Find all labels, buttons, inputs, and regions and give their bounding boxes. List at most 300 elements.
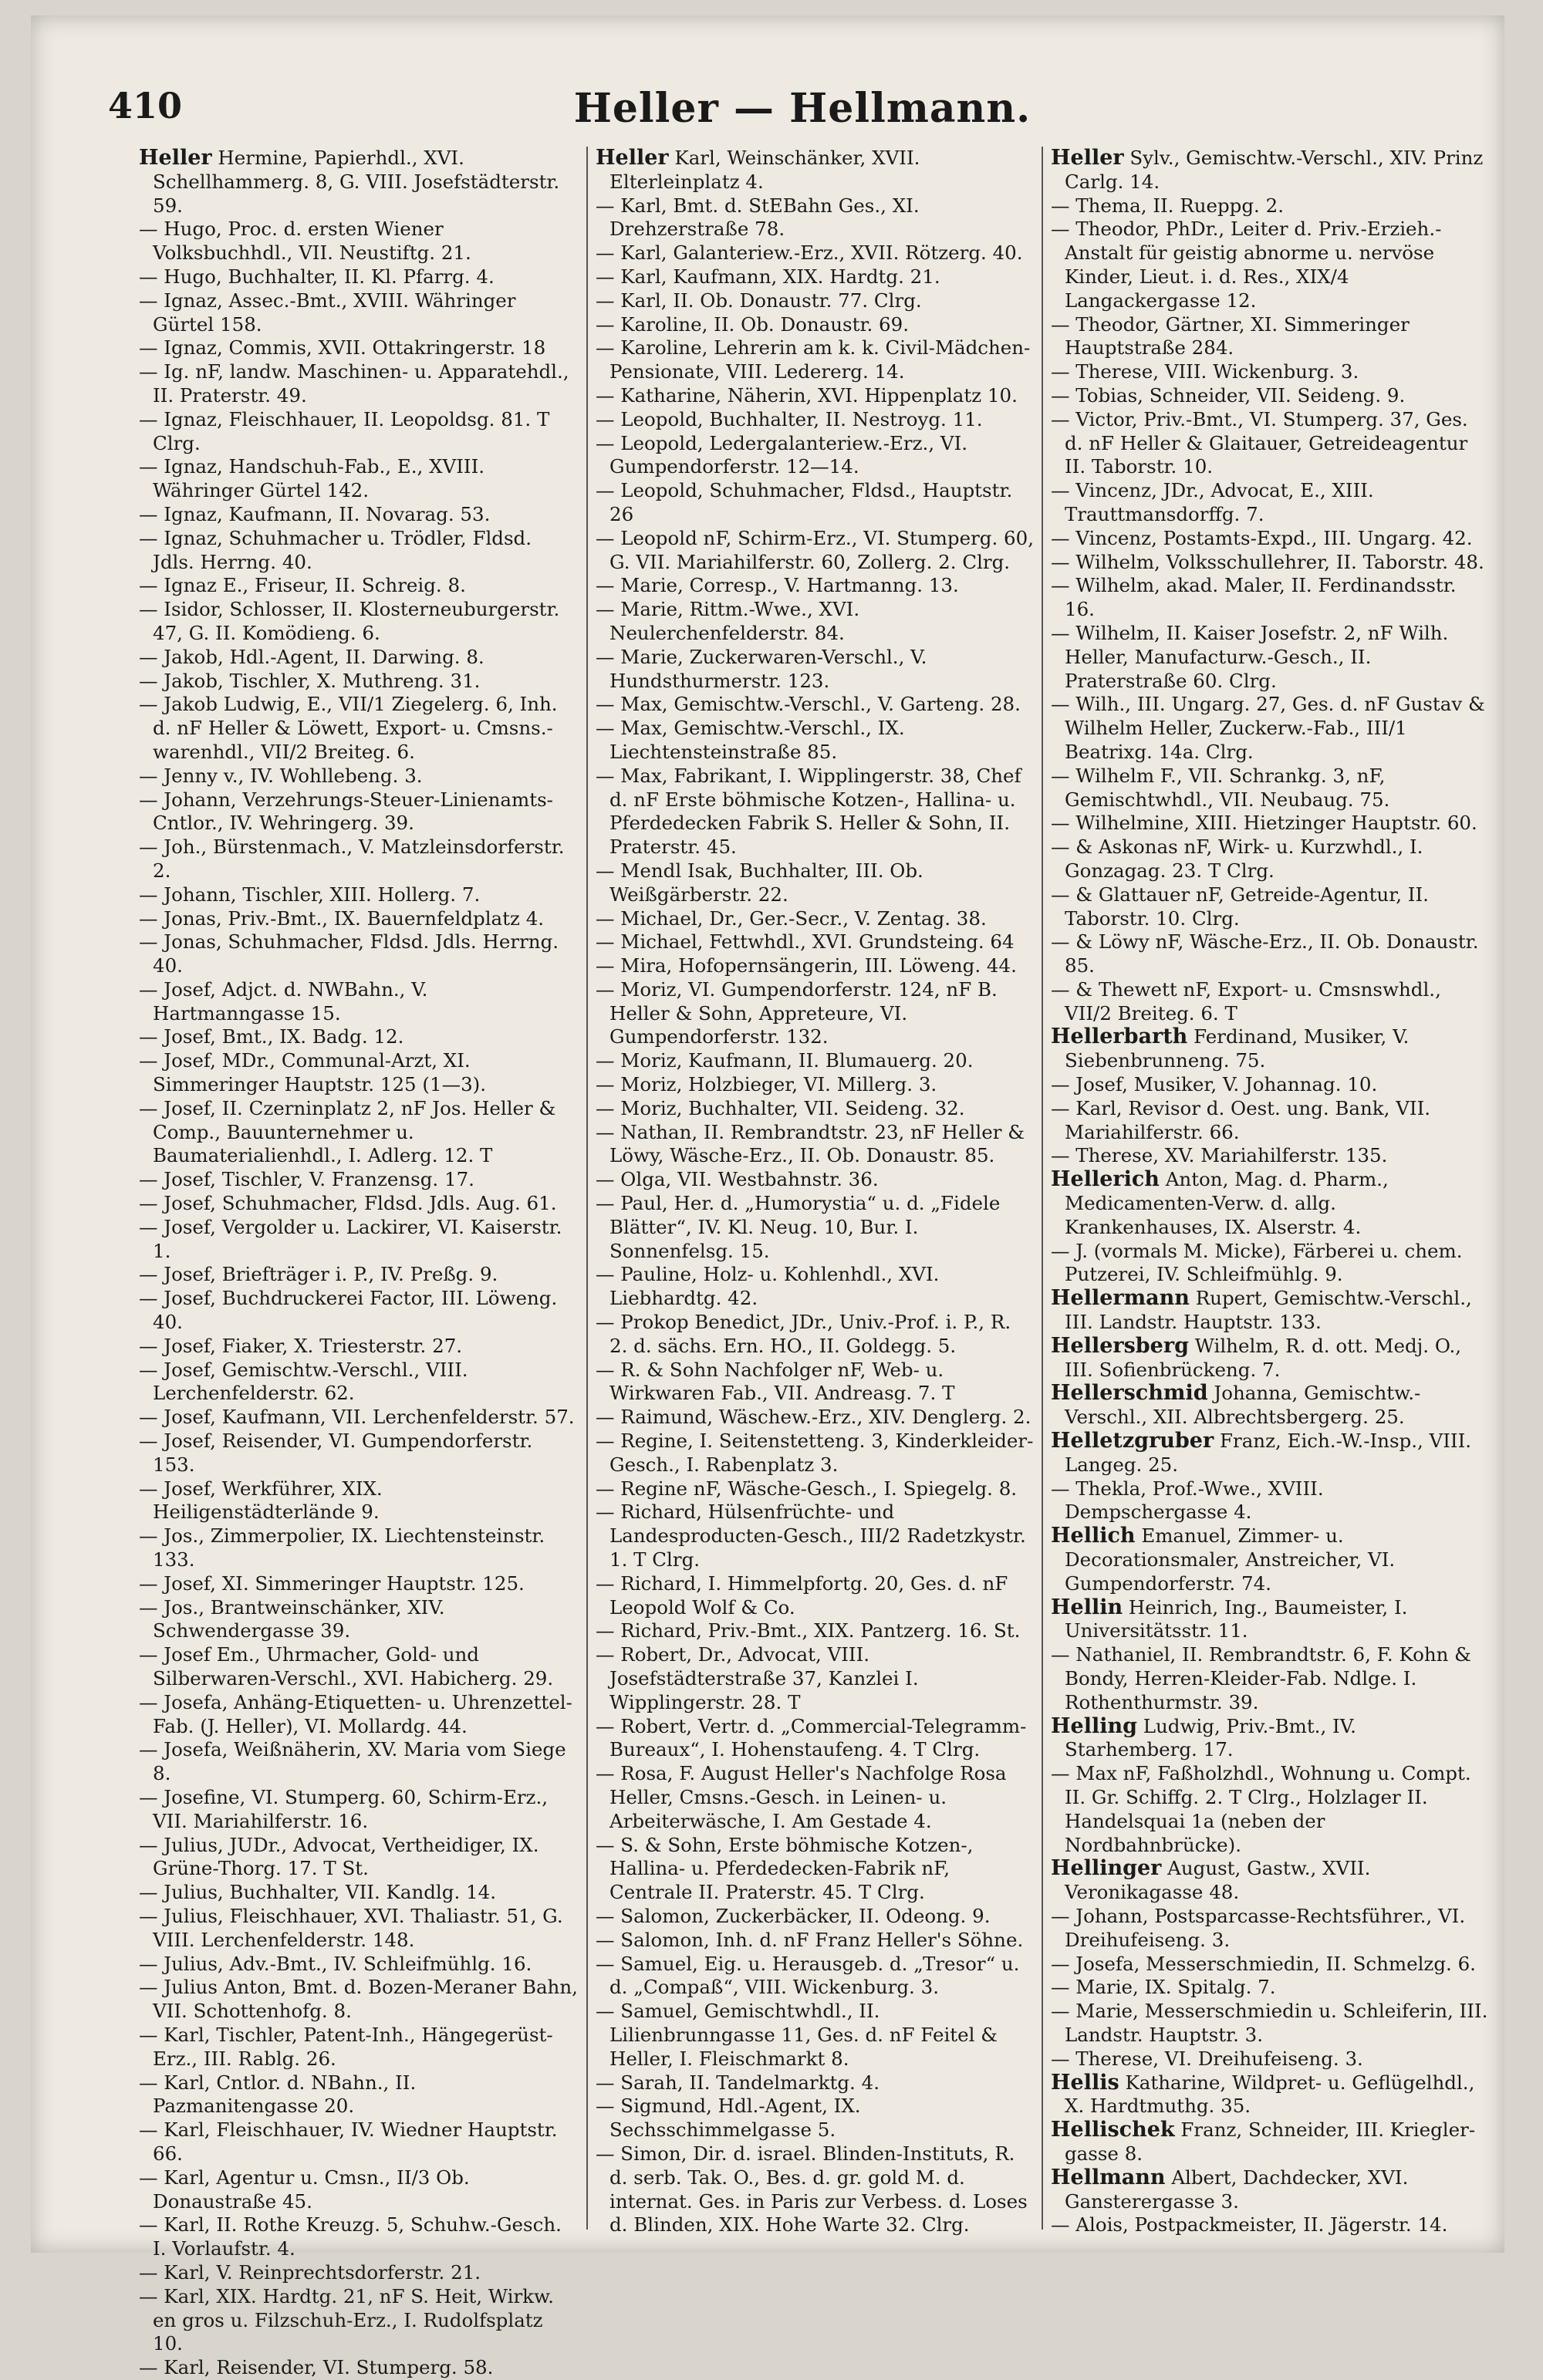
- directory-entry: [139, 360, 579, 408]
- directory-entry: [596, 930, 1034, 954]
- directory-entry: [596, 1121, 1034, 1169]
- entry-text: — Therese, VI. Dreihufeiseng. 3.: [1051, 2047, 1363, 2070]
- directory-entry: [596, 432, 1034, 480]
- entry-text: — Josef Em., Uhrmacher, Gold- und Silberwaren-Verschl., XVI. Habicherg. 29.: [139, 1643, 554, 1690]
- directory-entry: [1051, 551, 1489, 575]
- entry-text: — Josef, II. Czerninplatz 2, nF Jos. Heller & Comp., Bauunternehmer u. Baumaterialienhdl., I. Adlerg. 12. T: [139, 1096, 556, 1167]
- entry-surname: Hellerbarth: [1051, 1025, 1188, 1049]
- directory-entry: [139, 1572, 579, 1596]
- entry-surname: Hellischek: [1051, 2118, 1175, 2142]
- entry-text: — Therese, XV. Mariahilferstr. 135.: [1051, 1144, 1388, 1167]
- directory-entry: [1051, 313, 1489, 361]
- directory-entry: [1051, 147, 1489, 194]
- entry-text: — Marie, Rittm.-Wwe., XVI. Neulerchenfelderstr. 84.: [596, 598, 860, 644]
- directory-entry: [596, 1762, 1034, 1833]
- directory-entry: [139, 1216, 579, 1264]
- directory-entry: [139, 1168, 579, 1192]
- entry-text: — Sarah, II. Tandelmarktg. 4.: [596, 2071, 880, 2094]
- directory-entry: [596, 598, 1034, 646]
- directory-entry: [596, 1406, 1034, 1430]
- directory-entry: [596, 1263, 1034, 1311]
- entry-text: — Jonas, Priv.-Bmt., IX. Bauernfeldplatz 4.: [139, 906, 545, 930]
- entry-surname: Hellich: [1051, 1524, 1136, 1548]
- entry-text: Franz, Eich.-W.-Insp., VIII. Langeg. 25.: [1065, 1430, 1472, 1476]
- directory-entry: [139, 1335, 579, 1359]
- directory-entry: [1051, 1643, 1489, 1714]
- entry-text: — Wilhelm, II. Kaiser Josefstr. 2, nF Wilh. Heller, Manufacturw.-Gesch., II. Praterstraße 60. Clrg.: [1051, 621, 1449, 692]
- entry-text: — Moriz, Holzbieger, VI. Millerg. 3.: [596, 1073, 937, 1096]
- directory-entry: [1051, 1240, 1489, 1288]
- entry-text: — Rosa, F. August Heller's Nachfolge Rosa Heller, Cmsns.-Gesch. in Leinen- u. Arbeiterwäsche, I. Am Gestade 4.: [596, 1762, 1007, 1832]
- entry-text: — Josef, Musiker, V. Johannag. 10.: [1051, 1073, 1378, 1096]
- directory-entry: [596, 241, 1034, 265]
- directory-entry: [1051, 1097, 1489, 1145]
- entry-text: — Wilh., III. Ungarg. 27, Ges. d. nF Gustav & Wilhelm Heller, Zuckerw.-Fab., III/1 Beatrixg. 14a. Clrg.: [1051, 693, 1485, 763]
- entry-text: — Jakob, Hdl.-Agent, II. Darwing. 8.: [139, 645, 485, 668]
- entry-text: Heinrich, Ing., Baumeister, I. Universitätsstr. 11.: [1065, 1595, 1408, 1642]
- directory-entry: [596, 2142, 1034, 2237]
- entry-text: Ferdinand, Musiker, V. Siebenbrunneng. 75.: [1065, 1025, 1410, 1072]
- directory-entry: [1051, 408, 1489, 479]
- directory-entry: [139, 147, 579, 218]
- entry-text: — Josef, Werkführer, XIX. Heiligenstädterlände 9.: [139, 1477, 383, 1524]
- entry-surname: Hellersberg: [1051, 1333, 1189, 1358]
- entry-text: — Josefine, VI. Stumperg. 60, Schirm-Erz., VII. Mariahilferstr. 16.: [139, 1785, 549, 1832]
- entry-text: — Jos., Brantweinschänker, XIV. Schwendergasse 39.: [139, 1595, 445, 1642]
- directory-entry: [139, 1430, 579, 1477]
- entry-text: — Wilhelm, akad. Maler, II. Ferdinandsstr. 16.: [1051, 574, 1457, 621]
- directory-entry: [1051, 765, 1489, 812]
- entry-text: — Josef, Buchdruckerei Factor, III. Löweng. 40.: [139, 1287, 558, 1334]
- directory-entry: [139, 1477, 579, 1525]
- entry-surname: Heller: [139, 146, 212, 170]
- entry-text: — S. & Sohn, Erste böhmische Kotzen-, Hallina- u. Pferdedecken-Fabrik nF, Centrale II. Praterstr. 45. T Clrg.: [596, 1833, 974, 1904]
- directory-entry: [596, 1929, 1034, 1953]
- entry-text: — Ignaz, Schuhmacher u. Trödler, Fldsd. Jdls. Herrng. 40.: [139, 526, 532, 573]
- directory-entry: [139, 503, 579, 527]
- directory-entry: [596, 1311, 1034, 1359]
- directory-entry: [139, 527, 579, 575]
- entry-text: — Marie, Zuckerwaren-Verschl., V. Hundsthurmerstr. 123.: [596, 645, 927, 692]
- directory-entry: [1051, 360, 1489, 384]
- entry-text: — Leopold, Ledergalanteriew.-Erz., VI. Gumpendorferstr. 12—14.: [596, 431, 968, 478]
- entry-text: — Wilhelm, Volksschullehrer, II. Taborstr. 48.: [1051, 550, 1484, 573]
- directory-entry: [1051, 836, 1489, 883]
- directory-entry: [1051, 1596, 1489, 1644]
- entry-text: — Max, Gemischtw.-Verschl., V. Garteng. 28.: [596, 693, 1021, 716]
- entry-text: — Josef, Tischler, V. Franzensg. 17.: [139, 1168, 474, 1191]
- entry-text: — Karl, Agentur u. Cmsn., II/3 Ob. Donaustraße 45.: [139, 2166, 470, 2213]
- directory-entry: [1051, 479, 1489, 527]
- entry-text: — Josef, Fiaker, X. Triesterstr. 27.: [139, 1334, 463, 1357]
- directory-entry: [1051, 384, 1489, 408]
- entry-text: — Ignaz, Fleischhauer, II. Leopoldsg. 81. T Clrg.: [139, 407, 550, 454]
- entry-text: — Marie, Corresp., V. Hartmanng. 13.: [596, 574, 959, 597]
- entry-text: — Moriz, Buchhalter, VII. Seideng. 32.: [596, 1096, 965, 1119]
- entry-text: — Karl, XIX. Hardtg. 21, nF S. Heit, Wirkw. en gros u. Filzschuh-Erz., I. Rudolfsplatz 10.: [139, 2284, 554, 2355]
- entry-text: — Salomon, Inh. d. nF Franz Heller's Söhne.: [596, 1928, 1024, 1951]
- directory-entry: [139, 218, 579, 265]
- entry-text: — Josef, Kaufmann, VII. Lerchenfelderstr. 57.: [139, 1406, 575, 1429]
- directory-entry: [596, 313, 1034, 337]
- directory-entry: [139, 1049, 579, 1097]
- directory-entry: [596, 1477, 1034, 1501]
- entry-text: — Julius, Adv.-Bmt., IV. Schleifmühlg. 16.: [139, 1952, 532, 1975]
- entry-text: — Regine nF, Wäsche-Gesch., I. Spiegelg. 8.: [596, 1477, 1018, 1500]
- directory-entry: [139, 1786, 579, 1834]
- directory-entry: [139, 455, 579, 503]
- entry-text: — Mendl Isak, Buchhalter, III. Ob. Weißgärberstr. 22.: [596, 859, 923, 906]
- directory-entry: [596, 693, 1034, 717]
- entry-text: August, Gastw., XVII. Veronikagasse 48.: [1065, 1857, 1371, 1904]
- directory-entry: [596, 1715, 1034, 1763]
- entry-text: — Karl, Tischler, Patent-Inh., Hängegerüst-Erz., III. Rablg. 26.: [139, 2023, 553, 2070]
- directory-entry: [596, 1430, 1034, 1477]
- directory-entry: [139, 670, 579, 694]
- entry-text: — Ig. nF, landw. Maschinen- u. Apparatehdl., II. Praterstr. 49.: [139, 360, 569, 407]
- entry-text: — J. (vormals M. Micke), Färberei u. chem. Putzerei, IV. Schleifmühlg. 9.: [1051, 1239, 1463, 1286]
- entry-text: — Max, Gemischtw.-Verschl., IX. Liechtensteinstraße 85.: [596, 717, 905, 763]
- entry-text: — Max, Fabrikant, I. Wipplingerstr. 38, Chef d. nF Erste böhmische Kotzen-, Hallina- u. Pferdedecken Fabrik S. Heller & Sohn, II. Praterstr. 45.: [596, 764, 1021, 859]
- directory-entry: [139, 1976, 579, 2024]
- directory-entry: [1051, 1905, 1489, 1953]
- entry-text: — Josefa, Anhäng-Etiquetten- u. Uhrenzettel-Fab. (J. Heller), VI. Mollardg. 44.: [139, 1690, 572, 1737]
- entry-text: — Johann, Verzehrungs-Steuer-Linienamts-Cntlor., IV. Wehringerg. 39.: [139, 788, 553, 835]
- directory-entry: [1051, 1430, 1489, 1477]
- entry-text: — Nathan, II. Rembrandtstr. 23, nF Heller & Löwy, Wäsche-Erz., II. Ob. Donaustr. 85.: [596, 1120, 1025, 1167]
- entry-text: Hermine, Papierhdl., XVI. Schellhammerg. 8, G. VIII. Josefstädterstr. 59.: [153, 147, 560, 217]
- page-header: [108, 77, 1497, 147]
- entry-text: — Jenny v., IV. Wohllebeng. 3.: [139, 764, 423, 787]
- directory-entry: [596, 194, 1034, 242]
- entry-text: — Josef, Briefträger i. P., IV. Preßg. 9.: [139, 1263, 498, 1286]
- entry-surname: Hellinger: [1051, 1856, 1162, 1881]
- directory-entry: [139, 2166, 579, 2214]
- directory-entry: [139, 1953, 579, 1977]
- entry-text: — Josef, XI. Simmeringer Hauptstr. 125.: [139, 1571, 525, 1595]
- directory-entry: [139, 1192, 579, 1216]
- directory-entry: [1051, 218, 1489, 312]
- directory-entry: [139, 2118, 579, 2166]
- directory-entry: [139, 1643, 579, 1691]
- directory-entry: [1051, 194, 1489, 218]
- entry-text: — Josefa, Weißnäherin, XV. Maria vom Siege 8.: [139, 1738, 566, 1785]
- entry-text: — Paul, Her. d. „Humorystia“ u. d. „Fidele Blätter“, IV. Kl. Neug. 10, Bur. I. Sonnenfelsg. 15.: [596, 1192, 1001, 1262]
- directory-entry: [139, 2071, 579, 2119]
- entry-text: — Alois, Postpackmeister, II. Jägerstr. 14.: [1051, 2213, 1448, 2237]
- entry-text: — Richard, Hülsenfrüchte- und Landesproducten-Gesch., III/2 Radetzkystr. 1. T Clrg.: [596, 1501, 1026, 1571]
- entry-text: — Leopold, Buchhalter, II. Nestroyg. 11.: [596, 407, 983, 430]
- entry-text: — Josef, Reisender, VI. Gumpendorferstr. 153.: [139, 1430, 533, 1476]
- directory-entry: [139, 289, 579, 337]
- entry-text: — Theodor, Gärtner, XI. Simmeringer Hauptstraße 284.: [1051, 312, 1410, 360]
- entry-text: — Hugo, Buchhalter, II. Kl. Pfarrg. 4.: [139, 265, 495, 288]
- entry-text: — Leopold, Schuhmacher, Fldsd., Hauptstr. 26: [596, 479, 1013, 525]
- directory-entry: [139, 1359, 579, 1406]
- entry-text: — Richard, Priv.-Bmt., XIX. Pantzerg. 16. St.: [596, 1619, 1021, 1642]
- entry-surname: Heller: [596, 146, 669, 170]
- directory-entry: [139, 408, 579, 456]
- entry-text: — & Thewett nF, Export- u. Cmsnswhdl., VII/2 Breiteg. 6. T: [1051, 977, 1441, 1025]
- entry-text: — Richard, I. Himmelpfortg. 20, Ges. d. nF Leopold Wolf & Co.: [596, 1571, 1008, 1619]
- entry-text: — Karl, Bmt. d. StEBahn Ges., XI. Drehzerstraße 78.: [596, 194, 920, 241]
- entry-text: — Michael, Fettwhdl., XVI. Grundsteing. 64: [596, 930, 1015, 954]
- entry-surname: Hellermann: [1051, 1286, 1190, 1311]
- entry-text: — Josefa, Messerschmiedin, II. Schmelzg. 6.: [1051, 1952, 1476, 1975]
- directory-entry: [596, 1905, 1034, 1929]
- entry-surname: Hellerich: [1051, 1167, 1160, 1192]
- entry-text: — Karl, Fleischhauer, IV. Wiedner Hauptstr. 66.: [139, 2118, 558, 2165]
- directory-entry: [596, 289, 1034, 313]
- entry-text: — Prokop Benedict, JDr., Univ.-Prof. i. P., R. 2. d. sächs. Ern. HO., II. Goldegg. 5.: [596, 1311, 1011, 1357]
- entry-text: — Samuel, Eig. u. Herausgeb. d. „Tresor“ u. d. „Compaß“, VIII. Wickenburg. 3.: [596, 1952, 1020, 1999]
- entry-text: — Joh., Bürstenmach., V. Matzleinsdorferstr. 2.: [139, 836, 565, 882]
- directory-entry: [1051, 2213, 1489, 2237]
- directory-entry: [139, 2213, 579, 2261]
- directory-entry: [1051, 1168, 1489, 1239]
- entry-text: — Karoline, Lehrerin am k. k. Civil-Mädchen-Pensionate, VIII. Ledererg. 14.: [596, 336, 1031, 383]
- directory-entry: [1051, 622, 1489, 693]
- directory-entry: [1051, 693, 1489, 764]
- entry-text: — Ignaz, Kaufmann, II. Novarag. 53.: [139, 502, 491, 525]
- entry-text: Albert, Dachdecker, XVI. Gansterergasse 3.: [1065, 2166, 1409, 2213]
- entry-text: — Ignaz, Assec.-Bmt., XVIII. Währinger Gürtel 158.: [139, 289, 516, 336]
- directory-entry: [596, 1953, 1034, 2000]
- directory-entry: [1051, 2047, 1489, 2071]
- entry-text: — Nathaniel, II. Rembrandtstr. 6, F. Kohn & Bondy, Herren-Kleider-Fab. Ndlge. I. Rothenthurmstr. 39.: [1051, 1643, 1471, 1713]
- directory-entry: [1051, 1382, 1489, 1430]
- directory-entry: [1051, 883, 1489, 931]
- entry-surname: Helling: [1051, 1713, 1137, 1738]
- entry-text: — R. & Sohn Nachfolger nF, Web- u. Wirkwaren Fab., VII. Andreasg. 7. T: [596, 1358, 955, 1405]
- directory-entry: [596, 954, 1034, 978]
- directory-entry: [139, 574, 579, 598]
- entry-text: — Josef, Bmt., IX. Badg. 12.: [139, 1025, 404, 1048]
- directory-entry: [1051, 1335, 1489, 1382]
- entry-text: — Salomon, Zuckerbäcker, II. Odeong. 9.: [596, 1904, 991, 1927]
- directory-entry: [1051, 1144, 1489, 1168]
- entry-text: — Moriz, Kaufmann, II. Blumauerg. 20.: [596, 1049, 974, 1072]
- directory-entry: [596, 2095, 1034, 2142]
- entry-text: Johanna, Gemischtw.-Verschl., XII. Albrechtsbergerg. 25.: [1065, 1382, 1421, 1429]
- directory-entry: [596, 646, 1034, 694]
- entry-text: — Thekla, Prof.-Wwe., XVIII. Dempschergasse 4.: [1051, 1477, 1324, 1524]
- directory-entry: [596, 1073, 1034, 1097]
- directory-entry: [596, 384, 1034, 408]
- entry-text: — Isidor, Schlosser, II. Klosterneuburgerstr. 47, G. II. Komödieng. 6.: [139, 598, 560, 644]
- directory-entry: [139, 1263, 579, 1287]
- entry-text: — Tobias, Schneider, VII. Seideng. 9.: [1051, 383, 1406, 407]
- entry-text: — Ignaz, Handschuh-Fab., E., XVIII. Währinger Gürtel 142.: [139, 455, 485, 502]
- directory-page: [31, 15, 1504, 2379]
- directory-entry: [596, 1049, 1034, 1073]
- entry-text: — Sigmund, Hdl.-Agent, IX. Sechsschimmelgasse 5.: [596, 2095, 861, 2142]
- directory-entry: [596, 574, 1034, 598]
- entry-surname: Hellin: [1051, 1595, 1123, 1619]
- entry-text: — Vincenz, JDr., Advocat, E., XIII. Trauttmansdorffg. 7.: [1051, 479, 1374, 525]
- directory-entry: [1051, 1715, 1489, 1763]
- entry-text: — Mira, Hofopernsängerin, III. Löweng. 44.: [596, 954, 1017, 977]
- directory-entry: [1051, 527, 1489, 551]
- entry-surname: Hellis: [1051, 2070, 1119, 2095]
- directory-entry: [596, 1619, 1034, 1643]
- entry-text: — Pauline, Holz- u. Kohlenhdl., XVI. Liebhardtg. 42.: [596, 1263, 940, 1310]
- directory-entry: [1051, 1477, 1489, 1525]
- entry-text: — Karl, Kaufmann, XIX. Hardtg. 21.: [596, 265, 940, 288]
- directory-entry: [1051, 1524, 1489, 1595]
- directory-entry: [139, 930, 579, 978]
- directory-entry: [596, 1643, 1034, 1714]
- directory-entry: [1051, 2000, 1489, 2047]
- directory-entry: [139, 836, 579, 883]
- entry-text: — Theodor, PhDr., Leiter d. Priv.-Erzieh.-Anstalt für geistig abnorme u. nervöse Kinder, Lieut. i. d. Res., XIX/4 Langackergasse 12.: [1051, 218, 1442, 312]
- entry-text: — Karoline, II. Ob. Donaustr. 69.: [596, 312, 909, 336]
- directory-entry: [139, 2285, 579, 2356]
- entry-text: — Josef, MDr., Communal-Arzt, XI. Simmeringer Hauptstr. 125 (1—3).: [139, 1049, 487, 1096]
- entry-text: Karl, Weinschänker, XVII. Elterleinplatz 4.: [609, 147, 920, 193]
- entry-text: — Leopold nF, Schirm-Erz., VI. Stumperg. 60, G. VII. Mariahilferstr. 60, Zollerg. 2. Clrg.: [596, 526, 1034, 573]
- entry-text: — Julius, Fleischhauer, XVI. Thaliastr. 51, G. VIII. Lerchenfelderstr. 148.: [139, 1904, 563, 1951]
- entry-text: — Johann, Postsparcasse-Rechtsführer., VI. Dreihufeiseng. 3.: [1051, 1904, 1466, 1951]
- column-middle: [586, 146, 1042, 2237]
- entry-text: — Karl, Reisender, VI. Stumperg. 58.: [139, 2356, 494, 2379]
- directory-entry: [139, 1691, 579, 1739]
- directory-entry: [139, 1834, 579, 1882]
- directory-entry: [139, 765, 579, 788]
- column-right: [1042, 146, 1497, 2237]
- entry-text: — Hugo, Proc. d. ersten Wiener Volksbuchhdl., VII. Neustiftg. 21.: [139, 218, 471, 265]
- entry-text: — Ignaz, Commis, XVII. Ottakringerstr. 18: [139, 336, 546, 360]
- directory-entry: [139, 1881, 579, 1905]
- directory-entry: [1051, 1857, 1489, 1905]
- columns: [131, 146, 1512, 2379]
- directory-entry: [596, 1359, 1034, 1406]
- directory-entry: [1051, 1025, 1489, 1073]
- entry-text: — & Glattauer nF, Getreide-Agentur, II. Taborstr. 10. Clrg.: [1051, 883, 1429, 930]
- directory-entry: [1051, 978, 1489, 1026]
- entry-text: Katharine, Wildpret- u. Geflügelhdl., X. Hardtmuthg. 35.: [1065, 2071, 1475, 2118]
- directory-entry: [139, 646, 579, 670]
- entry-text: Rupert, Gemischtw.-Verschl., III. Landstr. Hauptstr. 133.: [1065, 1287, 1472, 1334]
- entry-text: — Josef, Adjct. d. NWBahn., V. Hartmanngasse 15.: [139, 977, 428, 1025]
- directory-entry: [596, 408, 1034, 432]
- directory-entry: [1051, 2118, 1489, 2166]
- directory-entry: [596, 859, 1034, 907]
- running-head: Heller — Hellmann.: [573, 85, 1031, 132]
- entry-text: — Victor, Priv.-Bmt., VI. Stumperg. 37, Ges. d. nF Heller & Glaitauer, Getreideagentur II. Taborstr. 10.: [1051, 407, 1468, 478]
- entry-text: — Johann, Tischler, XIII. Hollerg. 7.: [139, 883, 481, 906]
- entry-text: — Regine, I. Seitenstetteng. 3, Kinderkleider-Gesch., I. Rabenplatz 3.: [596, 1430, 1034, 1476]
- entry-text: — Robert, Vertr. d. „Commercial-Telegramm-Bureaux“, I. Hohenstaufeng. 4. T Clrg.: [596, 1714, 1027, 1761]
- entry-text: — Jos., Zimmerpolier, IX. Liechtensteinstr. 133.: [139, 1524, 545, 1571]
- directory-entry: [139, 1596, 579, 1644]
- directory-entry: [139, 693, 579, 764]
- directory-entry: [596, 1168, 1034, 1192]
- directory-entry: [596, 978, 1034, 1049]
- entry-text: — Marie, IX. Spitalg. 7.: [1051, 1976, 1276, 1999]
- directory-entry: [1051, 1762, 1489, 1857]
- directory-entry: [139, 598, 579, 646]
- entry-text: — Wilhelmine, XIII. Hietzinger Hauptstr. 60.: [1051, 812, 1477, 835]
- directory-entry: [139, 1287, 579, 1335]
- entry-text: — Katharine, Näherin, XVI. Hippenplatz 10.: [596, 383, 1018, 407]
- directory-entry: [596, 2000, 1034, 2071]
- directory-entry: [1051, 1976, 1489, 2000]
- entry-text: — Thema, II. Rueppg. 2.: [1051, 194, 1284, 217]
- entry-text: — & Askonas nF, Wirk- u. Kurzwhdl., I. Gonzagag. 23. T Clrg.: [1051, 836, 1423, 882]
- entry-text: — Karl, Galanteriew.-Erz., XVII. Rötzerg. 40.: [596, 241, 1023, 265]
- entry-text: — Samuel, Gemischtwhdl., II. Lilienbrunngasse 11, Ges. d. nF Feitel & Heller, I. Fleischmarkt 8.: [596, 2000, 998, 2070]
- entry-text: — Marie, Messerschmiedin u. Schleiferin, III. Landstr. Hauptstr. 3.: [1051, 2000, 1488, 2046]
- directory-entry: [139, 2356, 579, 2380]
- directory-entry: [139, 883, 579, 907]
- directory-entry: [596, 717, 1034, 765]
- directory-entry: [139, 2261, 579, 2285]
- directory-entry: [139, 788, 579, 836]
- entry-text: Anton, Mag. d. Pharm., Medicamenten-Verw. d. allg. Krankenhauses, IX. Alserstr. 4.: [1065, 1168, 1389, 1238]
- directory-entry: [1051, 574, 1489, 622]
- entry-text: — Karl, Revisor d. Oest. ung. Bank, VII. Mariahilferstr. 66.: [1051, 1096, 1431, 1143]
- entry-text: — Josef, Vergolder u. Lackirer, VI. Kaiserstr. 1.: [139, 1215, 562, 1262]
- entry-text: — Julius Anton, Bmt. d. Bozen-Meraner Bahn, VII. Schottenhofg. 8.: [139, 1976, 578, 2023]
- entry-text: Sylv., Gemischtw.-Verschl., XIV. Prinz Carlg. 14.: [1065, 147, 1484, 193]
- column-left: [131, 146, 586, 2379]
- directory-entry: [596, 1834, 1034, 1905]
- entry-text: — Jonas, Schuhmacher, Fldsd. Jdls. Herrng. 40.: [139, 930, 559, 977]
- entry-text: — Olga, VII. Westbahnstr. 36.: [596, 1168, 879, 1191]
- entry-surname: Hellmann: [1051, 2165, 1166, 2189]
- directory-entry: [596, 907, 1034, 931]
- directory-entry: [596, 527, 1034, 575]
- directory-entry: [596, 1192, 1034, 1263]
- directory-entry: [1051, 812, 1489, 836]
- entry-text: — Simon, Dir. d. israel. Blinden-Instituts, R. d. serb. Tak. O., Bes. d. gr. gold M. d. internat. Ges. in Paris zur Verbess. d. Loses d. Blinden, XIX. Hohe Warte 32. Clrg.: [596, 2142, 1028, 2237]
- directory-entry: [139, 1738, 579, 1786]
- entry-text: — Michael, Dr., Ger.-Secr., V. Zentag. 38.: [596, 906, 987, 930]
- entry-text: Franz, Schneider, III. Kriegler-gasse 8.: [1065, 2118, 1476, 2165]
- entry-text: — Therese, VIII. Wickenburg. 3.: [1051, 360, 1359, 383]
- directory-entry: [596, 265, 1034, 289]
- entry-text: — Raimund, Wäschew.-Erz., XIV. Denglerg. 2.: [596, 1406, 1031, 1429]
- entry-text: Emanuel, Zimmer- u. Decorationsmaler, Anstreicher, VI. Gumpendorferstr. 74.: [1065, 1524, 1396, 1595]
- entry-text: — Robert, Dr., Advocat, VIII. Josefstädterstraße 37, Kanzlei I. Wipplingerstr. 28. T: [596, 1643, 919, 1713]
- entry-text: — Vincenz, Postamts-Expd., III. Ungarg. 42.: [1051, 526, 1473, 549]
- directory-entry: [596, 765, 1034, 859]
- directory-entry: [139, 1025, 579, 1049]
- directory-entry: [596, 147, 1034, 194]
- directory-entry: [139, 336, 579, 360]
- entry-text: — Jakob, Tischler, X. Muthreng. 31.: [139, 669, 481, 692]
- directory-entry: [1051, 2166, 1489, 2214]
- directory-entry: [596, 336, 1034, 384]
- entry-surname: Hellerschmid: [1051, 1381, 1208, 1406]
- entry-text: — Wilhelm F., VII. Schrankg. 3, nF, Gemischtwhdl., VII. Neubaug. 75.: [1051, 764, 1390, 811]
- entry-text: — Karl, V. Reinprechtsdorferstr. 21.: [139, 2260, 481, 2284]
- directory-entry: [139, 1905, 579, 1953]
- entry-text: — Karl, II. Rothe Kreuzg. 5, Schuhw.-Gesch. I. Vorlaufstr. 4.: [139, 2213, 562, 2260]
- directory-entry: [139, 978, 579, 1026]
- directory-entry: [139, 1406, 579, 1430]
- entry-text: — & Löwy nF, Wäsche-Erz., II. Ob. Donaustr. 85.: [1051, 930, 1479, 977]
- entry-text: — Moriz, VI. Gumpendorferstr. 124, nF B. Heller & Sohn, Appreteure, VI. Gumpendorferstr. 132.: [596, 977, 998, 1048]
- entry-text: — Karl, Cntlor. d. NBahn., II. Pazmanitengasse 20.: [139, 2071, 417, 2118]
- directory-entry: [596, 1097, 1034, 1121]
- entry-text: — Julius, Buchhalter, VII. Kandlg. 14.: [139, 1881, 496, 1904]
- entry-text: — Josef, Schuhmacher, Fldsd. Jdls. Aug. 61.: [139, 1192, 557, 1215]
- entry-text: — Julius, JUDr., Advocat, Vertheidiger, IX. Grüne-Thorg. 17. T St.: [139, 1833, 539, 1880]
- directory-entry: [596, 1572, 1034, 1620]
- entry-surname: Heller: [1051, 146, 1124, 170]
